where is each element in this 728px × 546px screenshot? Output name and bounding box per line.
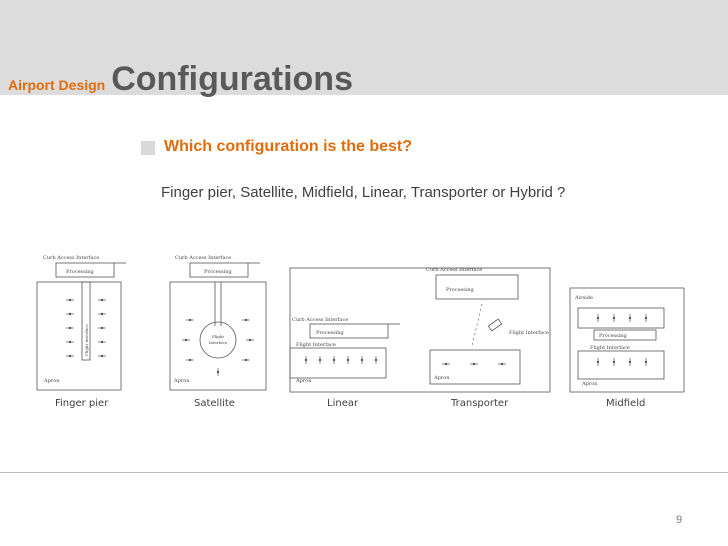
question-text: Which configuration is the best? — [164, 138, 412, 155]
mf-processing-label: Processing — [599, 333, 627, 339]
caption-linear: Linear — [327, 398, 359, 409]
fp-processing-label: Processing — [66, 269, 94, 275]
svg-text:Curb Access Interface — [292, 317, 348, 323]
lin-access-label: Access Interface — [306, 317, 349, 323]
options-text: Finger pier, Satellite, Midfield, Linear, Transporter or Hybrid ? — [161, 184, 566, 201]
svg-text:Curb Access Interface — [175, 255, 231, 261]
sat-processing-label: Processing — [204, 269, 232, 275]
mf-airside-label: Airside — [575, 295, 593, 301]
lin-curb-label: Curb — [292, 317, 305, 323]
lin-apron-label: Apron — [296, 378, 312, 384]
caption-midfield: Midfield — [606, 398, 646, 409]
fp-access-label: Access Interface — [57, 255, 100, 261]
caption-finger-pier: Finger pier — [55, 398, 109, 409]
title-main: Configurations — [111, 60, 353, 98]
tr-flight-interface-label: Flight Interface — [509, 330, 549, 336]
fp-apron-label: Apron — [44, 378, 60, 384]
finger-pier-diagram — [37, 255, 126, 390]
tr-curb-label: Curb — [426, 267, 439, 273]
lin-flight-interface-label: Flight Interface — [296, 342, 336, 348]
caption-transporter: Transporter — [451, 398, 509, 409]
mf-apron-label: Apron — [582, 381, 598, 387]
sat-curb-label: Curb — [175, 255, 188, 261]
configurations-diagram — [34, 248, 694, 394]
lin-processing-label: Processing — [316, 330, 344, 336]
tr-access-label: Access Interface — [440, 267, 483, 273]
slide-title — [8, 60, 353, 99]
sat-interface-label: Interface — [208, 340, 228, 345]
tr-apron-label: Apron — [434, 375, 450, 381]
title-prefix: Airport Design — [8, 77, 106, 93]
caption-satellite: Satellite — [194, 398, 235, 409]
bullet-square-icon — [141, 141, 155, 155]
fp-curb-label: Curb — [43, 255, 56, 261]
fp-flight-interface-label: Flight Interface — [84, 324, 89, 356]
satellite-diagram — [170, 255, 266, 390]
midfield-diagram — [570, 288, 684, 392]
tr-processing-label: Processing — [446, 287, 474, 293]
svg-text:Curb Access Interface — [426, 267, 482, 273]
sat-flight-label: Flight — [211, 334, 225, 339]
svg-text:Curb Access Interface — [43, 255, 99, 261]
linear-transporter-diagram — [290, 267, 550, 392]
sat-access-label: Access Interface — [189, 255, 232, 261]
mf-flight-interface-label: Flight Interface — [590, 345, 630, 351]
page-number: 9 — [676, 514, 683, 526]
footer-divider — [0, 472, 728, 473]
sat-apron-label: Apron — [174, 378, 190, 384]
